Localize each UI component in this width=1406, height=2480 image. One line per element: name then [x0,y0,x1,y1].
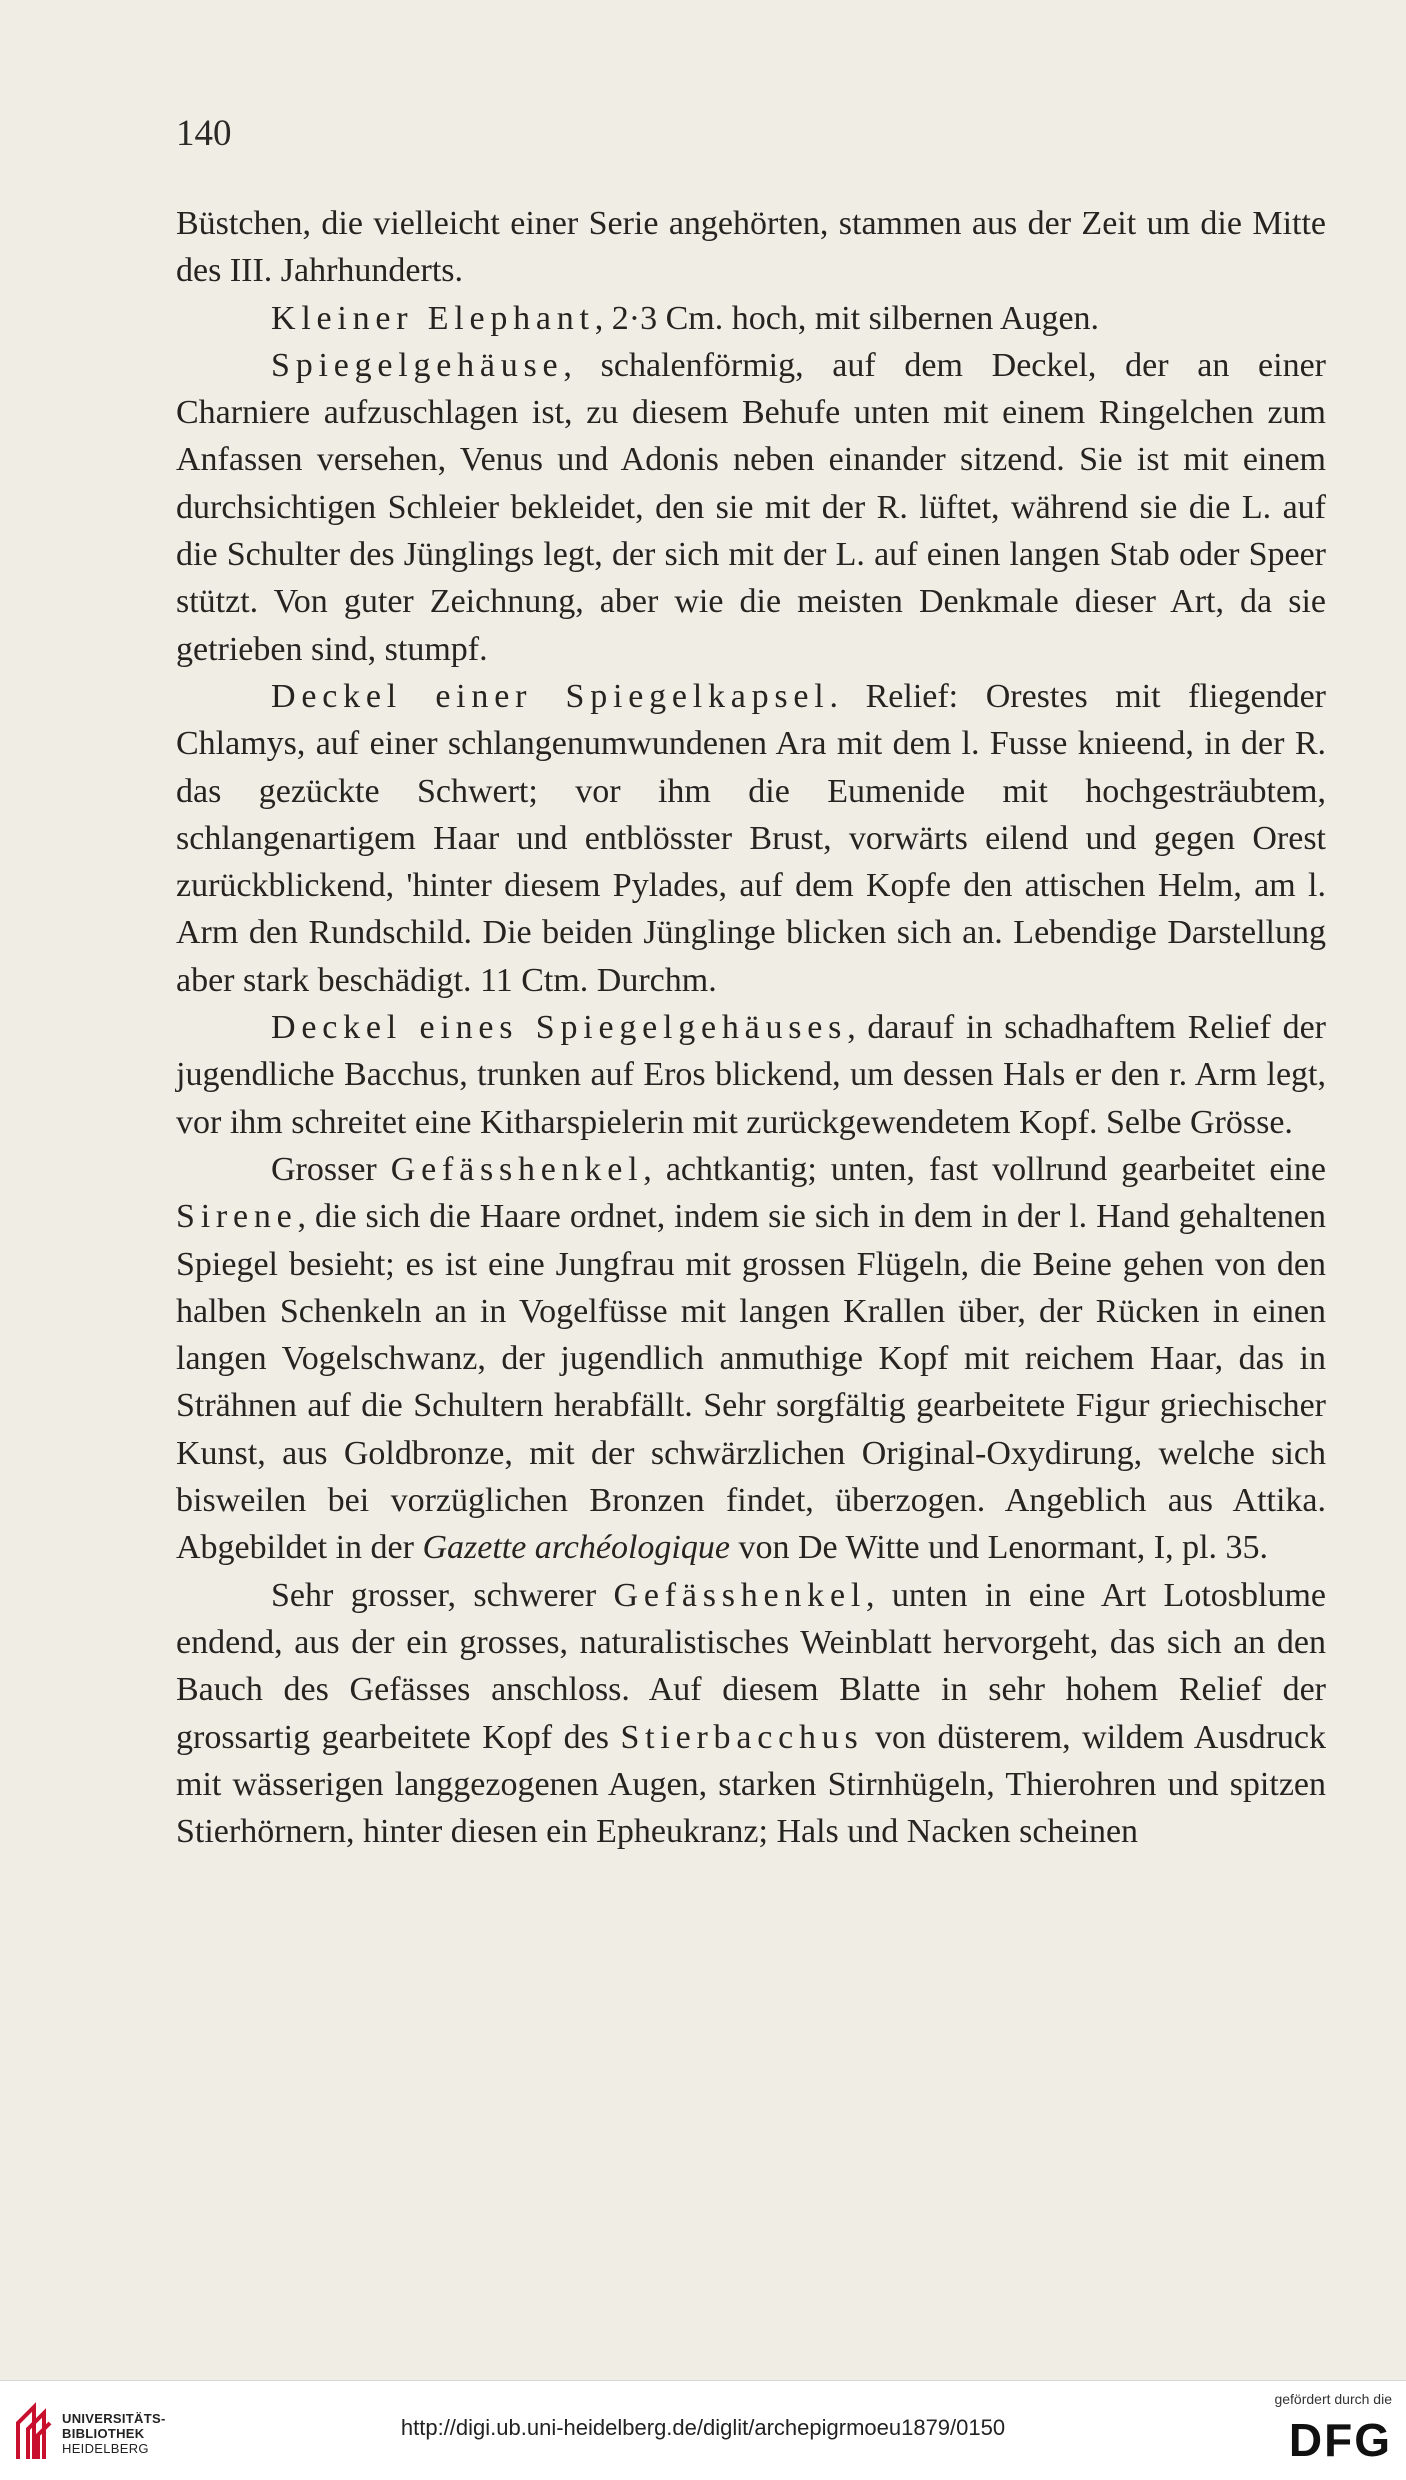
text-segment: Deckel eines Spiegelgehäuses [271,1009,848,1047]
text-segment: Gefässhenkel [390,1150,644,1188]
paragraph [176,1572,1326,1856]
text-segment: Stierbacchus [620,1718,864,1756]
library-line-1: UNIVERSITÄTS- [62,2411,166,2426]
text-segment: Büstchen, die vielleicht einer Serie angehörten, stammen aus der Zeit um die Mitte des III. Jahrhunderts. [176,205,1326,290]
text-segment: Grosser [271,1150,391,1188]
page-number: 140 [176,113,232,154]
text-segment: , 2·3 Cm. hoch, mit silbernen Augen. [594,299,1100,337]
library-line-2: BIBLIOTHEK [62,2426,145,2441]
text-segment: Kleiner Elephant [271,299,595,337]
funding-caption: gefördert durch die [1274,2391,1392,2407]
text-segment: . Relief: Orestes mit fliegender Chlamys, auf einer schlangenumwundenen Ara mit dem l. Fusse knieend, in der R. das gezückte Schwert; vor ihm die Eumenide mit hochgesträubtem, schlangenartigem Haar und entblösster Brust, vorwärts eilend und gegen Orest zurückblickend, 'hinter diesem Pylades, auf dem Kopfe den attischen Helm, am l. Arm den Rundschild. Die beiden Jünglinge blicken sich an. Lebendige Darstellung aber stark beschädigt. 11 Ctm. Durchm. [176,677,1326,999]
text-segment: von düsterem, wildem Ausdruck mit wässerigen langgezogenen Augen, starken Stirnhügeln, Thierohren und spitzen Stierhörnern, hinter diesen ein Epheukranz; Hals und Nacken scheinen [176,1718,1326,1851]
paragraph [176,342,1326,673]
paragraph [176,673,1326,1004]
paragraph [176,295,1326,342]
text-segment: , darauf in schadhaftem Relief der jugendliche Bacchus, trunken auf Eros blickend, um dessen Hals er den r. Arm legt, vor ihm schreitet eine Kitharspielerin mit zurückgewendetem Kopf. Selbe Grösse. [176,1009,1326,1141]
text-segment: , unten in eine Art Lotosblume endend, aus der ein grosses, naturalistisches Weinblatt hervorgeht, das sich an den Bauch des Gefässes anschloss. Auf diesem Blatte in sehr hohem Relief der grossartig gearbeitete Kopf des [176,1576,1326,1756]
text-segment: Sehr grosser, schwerer [271,1576,614,1614]
text-segment: , schalenförmig, auf dem Deckel, der an einer Charniere aufzuschlagen ist, zu diesem Behufe unten mit einem Ringelchen zum Anfassen versehen, Venus und Adonis neben einander sitzend. Sie ist mit einem durchsichtigen Schleier bekleidet, den sie mit der R. lüftet, während sie die L. auf die Schulter des Jünglings legt, der sich mit der L. auf einen langen Stab oder Speer stützt. Von guter Zeichnung, aber wie die meisten Denkmale dieser Art, da sie getrieben sind, stumpf. [176,346,1326,668]
text-segment: Sirene [176,1198,298,1236]
text-segment: Spiegelgehäuse [271,346,564,384]
text-segment: Gazette archéologique [422,1529,730,1567]
paragraph [176,1004,1326,1146]
text-segment: , achtkantig; unten, fast vollrund gearbeitet eine [643,1150,1326,1188]
body-text [176,200,1326,1855]
text-segment: , die sich die Haare ordnet, indem sie sich in dem in der l. Hand gehaltenen Spiegel besieht; es ist eine Jungfrau mit grossen Flügeln, die Beine gehen von den halben Schenkeln an in Vogelfüsse mit langen Krallen über, der Rücken in einen langen Vogelschwanz, der jugendlich anmuthige Kopf mit reichem Haar, das in Strähnen auf die Schultern herabfällt. Sehr sorgfältig gearbeitete Figur griechischer Kunst, aus Goldbronze, mit der schwärzlichen Original-Oxydirung, welche sich bisweilen bei vorzüglichen Bronzen findet, überzogen. Angeblich aus Attika. Abgebildet in der [176,1198,1326,1567]
paragraph [176,1146,1326,1572]
paragraph [176,200,1326,295]
footer-bar [0,2380,1406,2480]
permalink-url[interactable]: http://digi.ub.uni-heidelberg.de/diglit/archepigrmoeu1879/0150 [400,2415,1006,2440]
text-segment: Deckel einer Spiegelkapsel [271,677,830,715]
text-segment: Gefässhenkel [613,1576,867,1614]
dfg-logo[interactable]: DFG [1288,2414,1392,2466]
text-segment: von De Witte und Lenormant, I, pl. 35. [729,1529,1269,1567]
library-line-3: HEIDELBERG [62,2441,149,2456]
